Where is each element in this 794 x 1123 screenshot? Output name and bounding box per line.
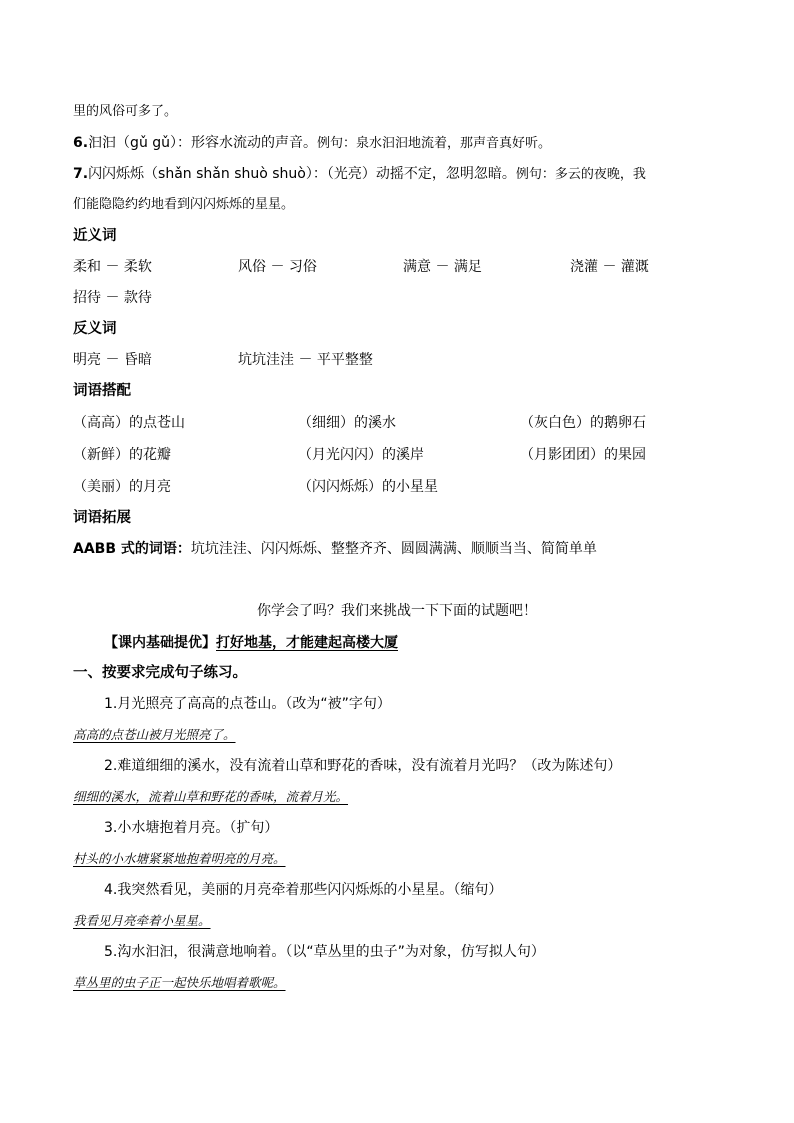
synonym-pair: 招待 － 款待 bbox=[73, 290, 152, 306]
word-definition: 闪闪烁烁（shǎn shǎn shuò shuò）：（光亮）动摇不定，忽明忽暗。 bbox=[88, 166, 516, 182]
antonyms-heading: 反义词 bbox=[73, 321, 117, 337]
answer-5: 草丛里的虫子正一起快乐地唱着歌呢。 bbox=[73, 975, 286, 990]
example-sentence: 例句：泉水汩汩地流着，那声音真好听。 bbox=[317, 136, 552, 151]
collocation-item: （新鲜）的花瓣 bbox=[73, 447, 171, 463]
collocation-item: （月影团团）的果园 bbox=[520, 447, 646, 463]
item-number: 6. bbox=[73, 135, 89, 151]
collocations-heading: 词语搭配 bbox=[73, 383, 131, 399]
question-5: 5.沟水汩汩，很满意地响着。（以“草丛里的虫子”为对象，仿写拟人句） bbox=[104, 944, 545, 960]
text-line: 里的风俗可多了。 bbox=[73, 104, 178, 119]
expansion-line bbox=[73, 539, 597, 559]
question-3: 3.小水塘抱着月亮。（扩句） bbox=[104, 820, 279, 836]
answer-1: 高高的点苍山被月光照亮了。 bbox=[73, 727, 236, 742]
question-2: 2.难道细细的溪水，没有流着山草和野花的香味，没有流着月光吗？（改为陈述句） bbox=[104, 758, 622, 774]
challenge-prompt: 你学会了吗？我们来挑战一下下面的试题吧！ bbox=[257, 603, 537, 619]
collocation-item: （高高）的点苍山 bbox=[73, 415, 185, 431]
question-1: 1.月光照亮了高高的点苍山。（改为“被”字句） bbox=[104, 696, 391, 712]
synonym-pair: 浇灌 － 灌溉 bbox=[570, 259, 649, 275]
collocation-item: （闪闪烁烁）的小星星 bbox=[298, 479, 438, 495]
expansion-heading: 词语拓展 bbox=[73, 510, 131, 526]
section-slogan: 打好地基，才能建起高楼大厦 bbox=[216, 635, 398, 651]
collocation-item: （灰白色）的鹅卵石 bbox=[520, 415, 646, 431]
section-bracket-title: 【课内基础提优】 bbox=[104, 635, 216, 651]
answer-2: 细细的溪水，流着山草和野花的香味，流着月光。 bbox=[73, 789, 349, 804]
synonyms-heading: 近义词 bbox=[73, 228, 117, 244]
definition-line-6 bbox=[73, 133, 551, 154]
item-number: 7. bbox=[73, 166, 89, 182]
question-4: 4.我突然看见，美丽的月亮牵着那些闪闪烁烁的小星星。（缩句） bbox=[104, 882, 503, 898]
collocation-item: （细细）的溪水 bbox=[298, 415, 396, 431]
antonym-pair: 坑坑洼洼 － 平平整整 bbox=[238, 352, 373, 368]
definition-line-7 bbox=[73, 164, 646, 185]
antonym-pair: 明亮 － 昏暗 bbox=[73, 352, 152, 368]
answer-4: 我看见月亮牵着小星星。 bbox=[73, 913, 211, 928]
synonym-pair: 风俗 － 习俗 bbox=[238, 259, 317, 275]
collocation-item: （美丽）的月亮 bbox=[73, 479, 171, 495]
collocation-item: （月光闪闪）的溪岸 bbox=[298, 447, 424, 463]
expansion-words: 坑坑洼洼、闪闪烁烁、整整齐齐、圆圆满满、顺顺当当、简简单单 bbox=[190, 541, 597, 557]
section-banner bbox=[104, 633, 398, 653]
word-definition: 汩汩（gǔ gǔ）：形容水流动的声音。 bbox=[88, 135, 318, 151]
part-title: 一、按要求完成句子练习。 bbox=[73, 665, 247, 681]
synonym-pair: 柔和 － 柔软 bbox=[73, 259, 152, 275]
text-line: 们能隐隐约约地看到闪闪烁烁的星星。 bbox=[73, 197, 295, 212]
example-sentence: 例句：多云的夜晚，我 bbox=[515, 167, 646, 182]
expansion-label: AABB 式的词语： bbox=[73, 541, 191, 557]
synonym-pair: 满意 － 满足 bbox=[403, 259, 482, 275]
answer-3: 村头的小水塘紧紧地抱着明亮的月亮。 bbox=[73, 851, 286, 866]
